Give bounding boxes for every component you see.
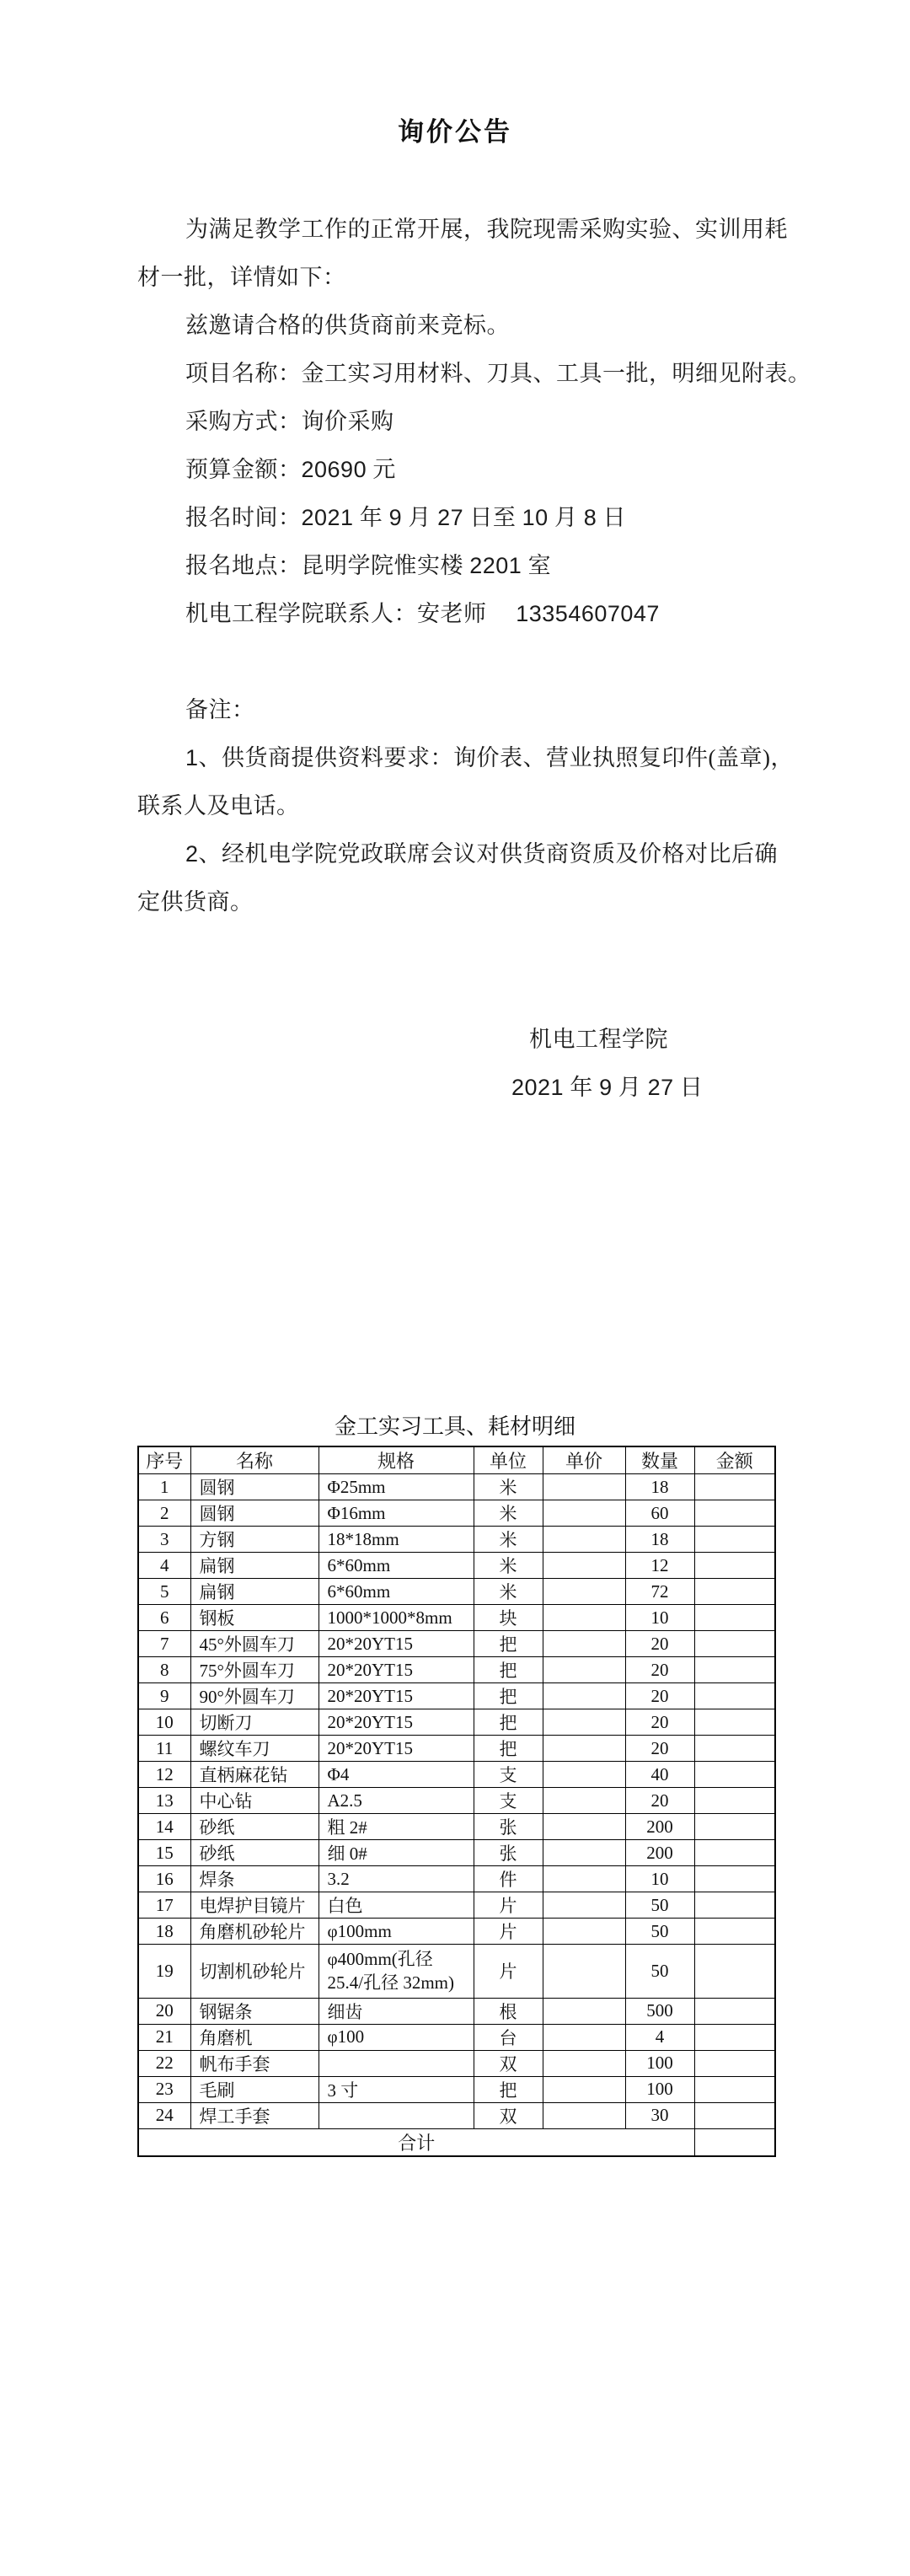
table-cell: 把 [474, 2076, 543, 2102]
table-cell [694, 1631, 775, 1657]
table-cell: 16 [138, 1866, 190, 1892]
table-cell: 5 [138, 1579, 190, 1605]
table-row [138, 1892, 775, 1919]
table-row [138, 1919, 775, 1945]
table-cell [694, 2102, 775, 2128]
table-cell: 90°外圆车刀 [190, 1683, 318, 1709]
table-cell: 22 [138, 2050, 190, 2076]
table-cell [543, 1788, 625, 1814]
table-row [138, 1553, 775, 1579]
table-cell: φ400mm(孔径 25.4/孔径 32mm) [318, 1945, 474, 1999]
table-cell: 6 [138, 1605, 190, 1631]
table-cell [543, 1579, 625, 1605]
items-table-body [138, 1474, 775, 2129]
purchase-method-line: 采购方式：询价采购 [185, 409, 394, 434]
table-row [138, 1814, 775, 1840]
table-cell: 焊条 [190, 1866, 318, 1892]
table-cell [694, 1553, 775, 1579]
table-cell: 100 [625, 2076, 694, 2102]
table-cell [694, 1866, 775, 1892]
table-cell: 20 [625, 1683, 694, 1709]
table-cell [318, 2050, 474, 2076]
table-cell [694, 1579, 775, 1605]
table-cell [543, 2024, 625, 2050]
table-cell [543, 1866, 625, 1892]
table-cell: 7 [138, 1631, 190, 1657]
table-cell: 3.2 [318, 1866, 474, 1892]
table-cell: 14 [138, 1814, 190, 1840]
col-header-unit: 单位 [474, 1446, 543, 1474]
table-cell: 细齿 [318, 1998, 474, 2024]
intro-line-2: 材一批，详情如下： [137, 265, 346, 290]
table-cell: 18 [138, 1919, 190, 1945]
table-cell: 件 [474, 1866, 543, 1892]
table-cell: 2 [138, 1500, 190, 1527]
table-cell: 片 [474, 1945, 543, 1999]
table-cell: 钢锯条 [190, 1998, 318, 2024]
table-cell: 1 [138, 1474, 190, 1500]
table-row [138, 1657, 775, 1683]
table-row [138, 1762, 775, 1788]
table-cell: Φ25mm [318, 1474, 474, 1500]
table-cell [694, 1788, 775, 1814]
table-cell: 40 [625, 1762, 694, 1788]
table-cell [694, 1919, 775, 1945]
table-cell: 毛刷 [190, 2076, 318, 2102]
total-label-cell: 合计 [138, 2128, 694, 2156]
col-header-spec: 规格 [318, 1446, 474, 1474]
table-cell: 4 [625, 2024, 694, 2050]
table-cell: 4 [138, 1553, 190, 1579]
table-cell [543, 1500, 625, 1527]
table-row [138, 1788, 775, 1814]
table-cell: 扁钢 [190, 1579, 318, 1605]
table-cell [694, 1998, 775, 2024]
table-row [138, 1605, 775, 1631]
table-cell: 50 [625, 1919, 694, 1945]
table-cell: A2.5 [318, 1788, 474, 1814]
table-cell [694, 1892, 775, 1919]
table-cell [543, 2076, 625, 2102]
table-cell [543, 1892, 625, 1919]
table-cell: 把 [474, 1736, 543, 1762]
table-cell: 3 寸 [318, 2076, 474, 2102]
table-cell [543, 2050, 625, 2076]
table-cell: 把 [474, 1709, 543, 1736]
table-cell [543, 1474, 625, 1500]
col-header-amount: 金额 [694, 1446, 775, 1474]
table-cell [543, 1527, 625, 1553]
table-cell: φ100 [318, 2024, 474, 2050]
items-table-header [138, 1446, 775, 1474]
table-cell: 螺纹车刀 [190, 1736, 318, 1762]
table-cell: 30 [625, 2102, 694, 2128]
table-cell: 60 [625, 1500, 694, 1527]
table-cell: 帆布手套 [190, 2050, 318, 2076]
table-cell [694, 1683, 775, 1709]
table-cell: 根 [474, 1998, 543, 2024]
table-cell: 50 [625, 1892, 694, 1919]
table-row [138, 1683, 775, 1709]
table-cell: 20 [625, 1709, 694, 1736]
table-cell [694, 1474, 775, 1500]
table-cell: 白色 [318, 1892, 474, 1919]
note-2-line-1: 2、经机电学院党政联席会议对供货商资质及价格对比后确 [185, 841, 779, 867]
table-cell: 100 [625, 2050, 694, 2076]
table-cell: φ100mm [318, 1919, 474, 1945]
table-cell: 20 [625, 1788, 694, 1814]
table-cell [694, 1945, 775, 1999]
signature-block [511, 1016, 703, 1112]
table-cell: 切断刀 [190, 1709, 318, 1736]
signup-location-line: 报名地点：昆明学院惟实楼 2201 室 [185, 553, 552, 578]
table-cell: 6*60mm [318, 1553, 474, 1579]
contact-line: 机电工程学院联系人：安老师 13354607047 [185, 601, 660, 626]
note-1-line-1: 1、供货商提供资料要求：询价表、营业执照复印件(盖章)， [185, 745, 795, 770]
intro-line-1: 为满足教学工作的正常开展，我院现需采购实验、实训用耗 [185, 217, 788, 242]
table-cell [543, 1814, 625, 1840]
table-cell: Φ16mm [318, 1500, 474, 1527]
table-cell: 10 [625, 1605, 694, 1631]
notes-heading: 备注： [185, 697, 255, 722]
table-cell: 11 [138, 1736, 190, 1762]
table-cell: 张 [474, 1840, 543, 1866]
table-cell [694, 1527, 775, 1553]
table-row [138, 1474, 775, 1500]
table-row [138, 1998, 775, 2024]
document-title: 询价公告 [398, 117, 512, 147]
table-cell: 米 [474, 1579, 543, 1605]
table-title: 金工实习工具、耗材明细 [334, 1414, 575, 1439]
table-cell [543, 1553, 625, 1579]
table-cell [543, 1919, 625, 1945]
table-cell: 钢板 [190, 1605, 318, 1631]
table-cell [694, 1762, 775, 1788]
table-cell: 双 [474, 2050, 543, 2076]
table-cell: 米 [474, 1527, 543, 1553]
table-cell: 片 [474, 1892, 543, 1919]
table-cell: 18 [625, 1474, 694, 1500]
table-cell: 1000*1000*8mm [318, 1605, 474, 1631]
table-cell: 细 0# [318, 1840, 474, 1866]
table-cell [694, 2076, 775, 2102]
table-cell: 15 [138, 1840, 190, 1866]
table-cell [694, 2050, 775, 2076]
table-cell: 把 [474, 1683, 543, 1709]
table-row [138, 1500, 775, 1527]
note-1-line-2: 联系人及电话。 [137, 793, 300, 818]
table-cell: 45°外圆车刀 [190, 1631, 318, 1657]
table-cell: 50 [625, 1945, 694, 1999]
col-header-unit-price: 单价 [543, 1446, 625, 1474]
table-cell [543, 1736, 625, 1762]
table-cell: 72 [625, 1579, 694, 1605]
note-2-line-2: 定供货商。 [137, 889, 254, 915]
col-header-index: 序号 [138, 1446, 190, 1474]
table-row [138, 1945, 775, 1999]
items-table [137, 1446, 776, 2157]
table-cell: 直柄麻花钻 [190, 1762, 318, 1788]
table-cell [694, 1736, 775, 1762]
table-row [138, 1527, 775, 1553]
table-cell [543, 1762, 625, 1788]
table-cell [694, 1840, 775, 1866]
table-cell [543, 1683, 625, 1709]
table-row [138, 1840, 775, 1866]
table-cell [694, 1657, 775, 1683]
signature-organization: 机电工程学院 [529, 1027, 668, 1052]
table-cell [543, 1631, 625, 1657]
table-cell: 20*20YT15 [318, 1657, 474, 1683]
col-header-name: 名称 [190, 1446, 318, 1474]
table-cell: 角磨机 [190, 2024, 318, 2050]
project-name-line: 项目名称：金工实习用材料、刀具、工具一批，明细见附表。 [185, 361, 811, 386]
budget-line: 预算金额：20690 元 [185, 457, 396, 482]
table-cell: 方钢 [190, 1527, 318, 1553]
table-cell: 把 [474, 1631, 543, 1657]
table-row [138, 2024, 775, 2050]
table-cell [694, 1605, 775, 1631]
table-cell: 块 [474, 1605, 543, 1631]
table-cell: 20*20YT15 [318, 1736, 474, 1762]
table-cell [543, 2102, 625, 2128]
table-cell [694, 2024, 775, 2050]
table-cell: 200 [625, 1814, 694, 1840]
document-body [137, 206, 811, 926]
blank-line [137, 638, 786, 686]
table-cell: 支 [474, 1788, 543, 1814]
table-row [138, 2102, 775, 2128]
table-cell: 200 [625, 1840, 694, 1866]
table-cell: 中心钻 [190, 1788, 318, 1814]
table-row [138, 1631, 775, 1657]
table-row [138, 1736, 775, 1762]
table-cell: 片 [474, 1919, 543, 1945]
table-cell: 18*18mm [318, 1527, 474, 1553]
invitation-line: 兹邀请合格的供货商前来竞标。 [185, 313, 510, 338]
table-cell: 10 [625, 1866, 694, 1892]
table-cell: 24 [138, 2102, 190, 2128]
table-cell: 米 [474, 1500, 543, 1527]
table-cell: 焊工手套 [190, 2102, 318, 2128]
table-cell: 20 [625, 1736, 694, 1762]
table-row [138, 2076, 775, 2102]
table-cell: 台 [474, 2024, 543, 2050]
table-cell: 米 [474, 1553, 543, 1579]
table-cell: 砂纸 [190, 1814, 318, 1840]
table-cell [543, 1657, 625, 1683]
table-cell [694, 1500, 775, 1527]
table-cell: 角磨机砂轮片 [190, 1919, 318, 1945]
table-cell: 19 [138, 1945, 190, 1999]
table-cell: 电焊护目镜片 [190, 1892, 318, 1919]
table-cell: 圆钢 [190, 1474, 318, 1500]
header-row [138, 1446, 775, 1474]
table-cell: 砂纸 [190, 1840, 318, 1866]
table-cell: 支 [474, 1762, 543, 1788]
table-cell: 粗 2# [318, 1814, 474, 1840]
table-cell: 20 [138, 1998, 190, 2024]
table-cell: 扁钢 [190, 1553, 318, 1579]
table-cell [318, 2102, 474, 2128]
col-header-quantity: 数量 [625, 1446, 694, 1474]
table-cell: 10 [138, 1709, 190, 1736]
table-cell: 23 [138, 2076, 190, 2102]
table-cell: 17 [138, 1892, 190, 1919]
table-cell: 12 [138, 1762, 190, 1788]
table-cell: 20 [625, 1631, 694, 1657]
signature-date: 2021 年 9 月 27 日 [511, 1075, 704, 1100]
table-cell: 75°外圆车刀 [190, 1657, 318, 1683]
table-cell: 3 [138, 1527, 190, 1553]
table-cell: 12 [625, 1553, 694, 1579]
table-cell: 切割机砂轮片 [190, 1945, 318, 1999]
table-cell: 18 [625, 1527, 694, 1553]
table-cell: 21 [138, 2024, 190, 2050]
table-cell [543, 1945, 625, 1999]
table-cell: 米 [474, 1474, 543, 1500]
table-cell: 20*20YT15 [318, 1683, 474, 1709]
table-cell: 把 [474, 1657, 543, 1683]
total-row [138, 2128, 775, 2156]
items-table-footer [138, 2128, 775, 2156]
table-cell: 500 [625, 1998, 694, 2024]
table-cell [543, 1840, 625, 1866]
table-cell: 8 [138, 1657, 190, 1683]
table-cell [694, 1709, 775, 1736]
table-cell: 20*20YT15 [318, 1709, 474, 1736]
signup-time-line: 报名时间：2021 年 9 月 27 日至 10 月 8 日 [185, 505, 626, 530]
table-cell: 20*20YT15 [318, 1631, 474, 1657]
table-cell [543, 1709, 625, 1736]
table-cell [694, 1814, 775, 1840]
table-cell: Φ4 [318, 1762, 474, 1788]
table-cell: 双 [474, 2102, 543, 2128]
table-row [138, 1709, 775, 1736]
total-amount-cell [694, 2128, 775, 2156]
table-cell: 9 [138, 1683, 190, 1709]
table-cell: 张 [474, 1814, 543, 1840]
table-row [138, 2050, 775, 2076]
table-cell: 20 [625, 1657, 694, 1683]
table-cell: 13 [138, 1788, 190, 1814]
table-cell [543, 1998, 625, 2024]
table-row [138, 1579, 775, 1605]
table-cell [543, 1605, 625, 1631]
table-row [138, 1866, 775, 1892]
table-cell: 6*60mm [318, 1579, 474, 1605]
table-cell: 圆钢 [190, 1500, 318, 1527]
